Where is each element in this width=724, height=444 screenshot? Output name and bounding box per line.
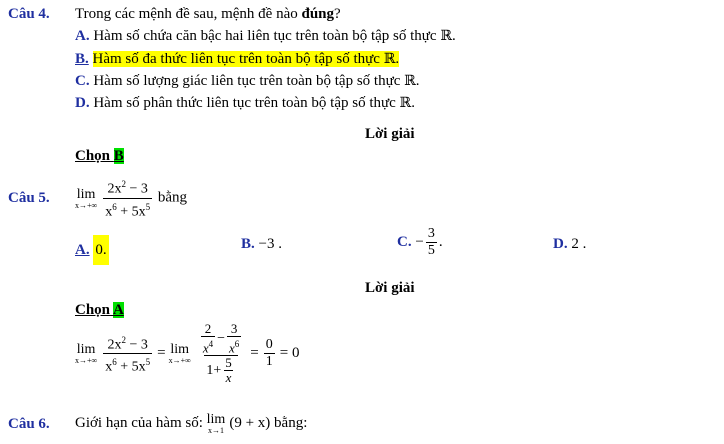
- q4-stem-end: ?: [334, 6, 341, 22]
- option-end: .: [451, 28, 456, 44]
- q5-option-b[interactable]: [241, 235, 282, 253]
- option-letter: A.: [75, 28, 90, 44]
- solution-5-answer: [75, 301, 124, 319]
- option-letter: B.: [241, 236, 255, 252]
- solution-5-equation: [75, 322, 299, 385]
- lim-text: lim: [76, 186, 96, 202]
- question-6-stem: [75, 412, 307, 435]
- option-fraction: [426, 226, 437, 259]
- simplified-fraction: $\frac{2}{x^4}$ − $\frac{3}{x^6}$ 1+ $\frac{5}{x}$: [202, 321, 240, 386]
- q4-option-a[interactable]: [75, 27, 456, 45]
- chon-label: [75, 302, 124, 318]
- real-set-symbol: ℝ: [383, 51, 396, 67]
- q5-stem-after: bằng: [157, 189, 188, 206]
- option-sign: −: [415, 233, 424, 250]
- option-value: −3 .: [258, 236, 282, 252]
- solution-5-title: Lời giải: [365, 280, 415, 296]
- q5-option-c[interactable]: [397, 226, 443, 259]
- q5-option-a[interactable]: [75, 235, 109, 265]
- option-end: .: [395, 51, 400, 67]
- question-6-number: Câu 6.: [8, 416, 50, 432]
- real-set-symbol: ℝ: [399, 95, 412, 111]
- limit-fraction: [103, 176, 152, 220]
- solution-4-answer: [75, 147, 124, 165]
- real-set-symbol: ℝ: [440, 28, 452, 44]
- answer-letter: B: [113, 148, 124, 164]
- limit-operator: lim x→1: [206, 412, 226, 435]
- option-end: .: [415, 73, 420, 89]
- option-letter: D.: [553, 236, 568, 252]
- question-4-number: Câu 4.: [8, 6, 50, 22]
- option-value-highlighted: 0.: [93, 235, 108, 265]
- limit-operator-2: lim x→+∞: [168, 342, 191, 366]
- q4-option-c[interactable]: [75, 72, 420, 90]
- answer-letter: A: [112, 302, 124, 318]
- fraction-numerator: $2x^2 - 3$: [107, 179, 148, 197]
- solution-4-title: Lời giải: [365, 126, 415, 142]
- result-fraction: $\frac{0}{1}$: [265, 337, 273, 370]
- equals-sign: =: [157, 345, 166, 362]
- chon-label: [75, 148, 124, 164]
- question-4-stem: [75, 5, 341, 23]
- option-text-highlighted: [93, 51, 400, 67]
- question-5-number: Câu 5.: [8, 190, 50, 206]
- q4-option-d[interactable]: [75, 94, 415, 112]
- option-letter: A.: [75, 242, 90, 258]
- option-letter: C.: [397, 233, 412, 250]
- option-letter: C.: [75, 73, 90, 89]
- q6-stem-after: bằng:: [274, 414, 308, 431]
- q6-stem-text: Giới hạn của hàm số:: [75, 414, 203, 431]
- fraction-denominator: $x^6 + 5x^5$: [103, 198, 152, 221]
- option-text: Hàm số đa thức liên tục trên toàn bộ tập số thực: [92, 51, 380, 67]
- option-text: Hàm số phân thức liên tục trên toàn bộ tập số thực: [93, 95, 396, 111]
- q5-option-d[interactable]: [553, 235, 586, 253]
- option-text: Hàm số lượng giác liên tục trên toàn bộ tập số thực: [93, 73, 401, 89]
- option-end: .: [438, 233, 443, 250]
- option-letter: B.: [75, 51, 89, 67]
- question-5-stem: [75, 176, 187, 220]
- equals-sign-2: =: [250, 345, 259, 362]
- chon-prefix: Chọn: [75, 148, 111, 164]
- original-fraction: $\frac{2x^2 - 3}{x^6 + 5x^5}$: [105, 334, 151, 375]
- q4-stem-bold: đúng: [301, 6, 335, 22]
- option-end: .: [411, 95, 415, 111]
- chon-prefix: Chọn: [75, 302, 111, 318]
- fraction-numerator: 3: [427, 226, 435, 241]
- option-letter: D.: [75, 95, 90, 111]
- limit-operator: lim x→+∞: [75, 342, 98, 366]
- limit-operator: [75, 187, 97, 210]
- real-set-symbol: ℝ: [404, 73, 416, 89]
- fraction-denominator: 5: [427, 243, 435, 258]
- option-text: Hàm số chứa căn bậc hai liên tục trên toàn bộ tập số thực: [93, 28, 437, 44]
- limit-expression: (9 + x): [229, 414, 271, 431]
- lim-subscript: x→+∞: [75, 200, 98, 210]
- q4-stem-text: Trong các mệnh đề sau, mệnh đề nào: [75, 6, 302, 22]
- option-value: 2 .: [571, 236, 587, 252]
- q4-option-b[interactable]: [75, 50, 399, 68]
- result-value: = 0: [279, 345, 300, 362]
